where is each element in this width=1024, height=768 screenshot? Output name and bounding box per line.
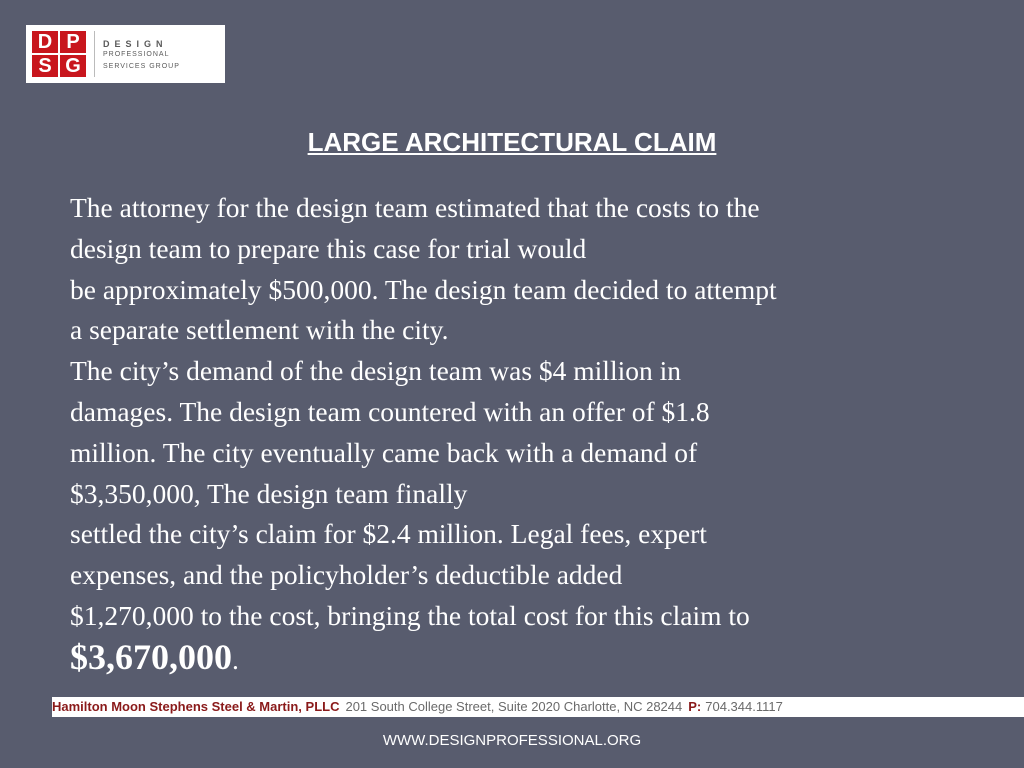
phone-number: 704.344.1117 [705, 699, 783, 714]
body-line: damages. The design team countered with an offer of $1.8 [70, 395, 710, 427]
logo-letter-d: D [32, 31, 58, 53]
logo-divider [94, 31, 95, 77]
logo-letter-p: P [60, 31, 86, 53]
body-line: $1,270,000 to the cost, bringing the total cost for this claim to [70, 599, 750, 631]
phone-label: P: [688, 699, 702, 714]
law-firm-name: Hamilton Moon Stephens Steel & Martin, PLLC [52, 699, 340, 714]
total-line [70, 637, 970, 681]
body-line: $3,350,000, The design team finally [70, 477, 468, 509]
logo-letter-grid [32, 31, 86, 77]
logo-line-design: DESIGN [103, 38, 168, 49]
body-line: expenses, and the policyholder’s deductible added [70, 559, 623, 591]
logo-letter-g: G [60, 55, 86, 77]
dpsg-logo [26, 25, 225, 83]
website-url: WWW.DESIGNPROFESSIONAL.ORG [382, 732, 642, 749]
logo-letter-s: S [32, 55, 58, 77]
body-line: The attorney for the design team estimated that the costs to the [70, 192, 760, 223]
body-line: design team to prepare this case for trial would [70, 232, 587, 264]
body-line: settled the city’s claim for $2.4 million. Legal fees, expert [70, 518, 707, 550]
body-line: The city’s demand of the design team was $4 million in [70, 355, 681, 387]
logo-line-professional: PROFESSIONAL [103, 50, 170, 58]
total-cost: $3,670,000 [70, 636, 232, 677]
body-line: a separate settlement with the city. [70, 314, 449, 346]
body-line: million. The city eventually came back with a demand of [70, 436, 698, 468]
logo-line-services-group: SERVICES GROUP [103, 62, 180, 70]
slide-title: LARGE ARCHITECTURAL CLAIM [307, 127, 717, 157]
body-line: be approximately $500,000. The design team decided to attempt [70, 273, 777, 305]
claim-description [70, 188, 970, 681]
logo-wordmark [103, 39, 180, 70]
law-firm-footer-bar [52, 697, 1024, 717]
law-firm-address: 201 South College Street, Suite 2020 Charlotte, NC 28244 [345, 699, 683, 714]
total-suffix: . [232, 643, 239, 675]
